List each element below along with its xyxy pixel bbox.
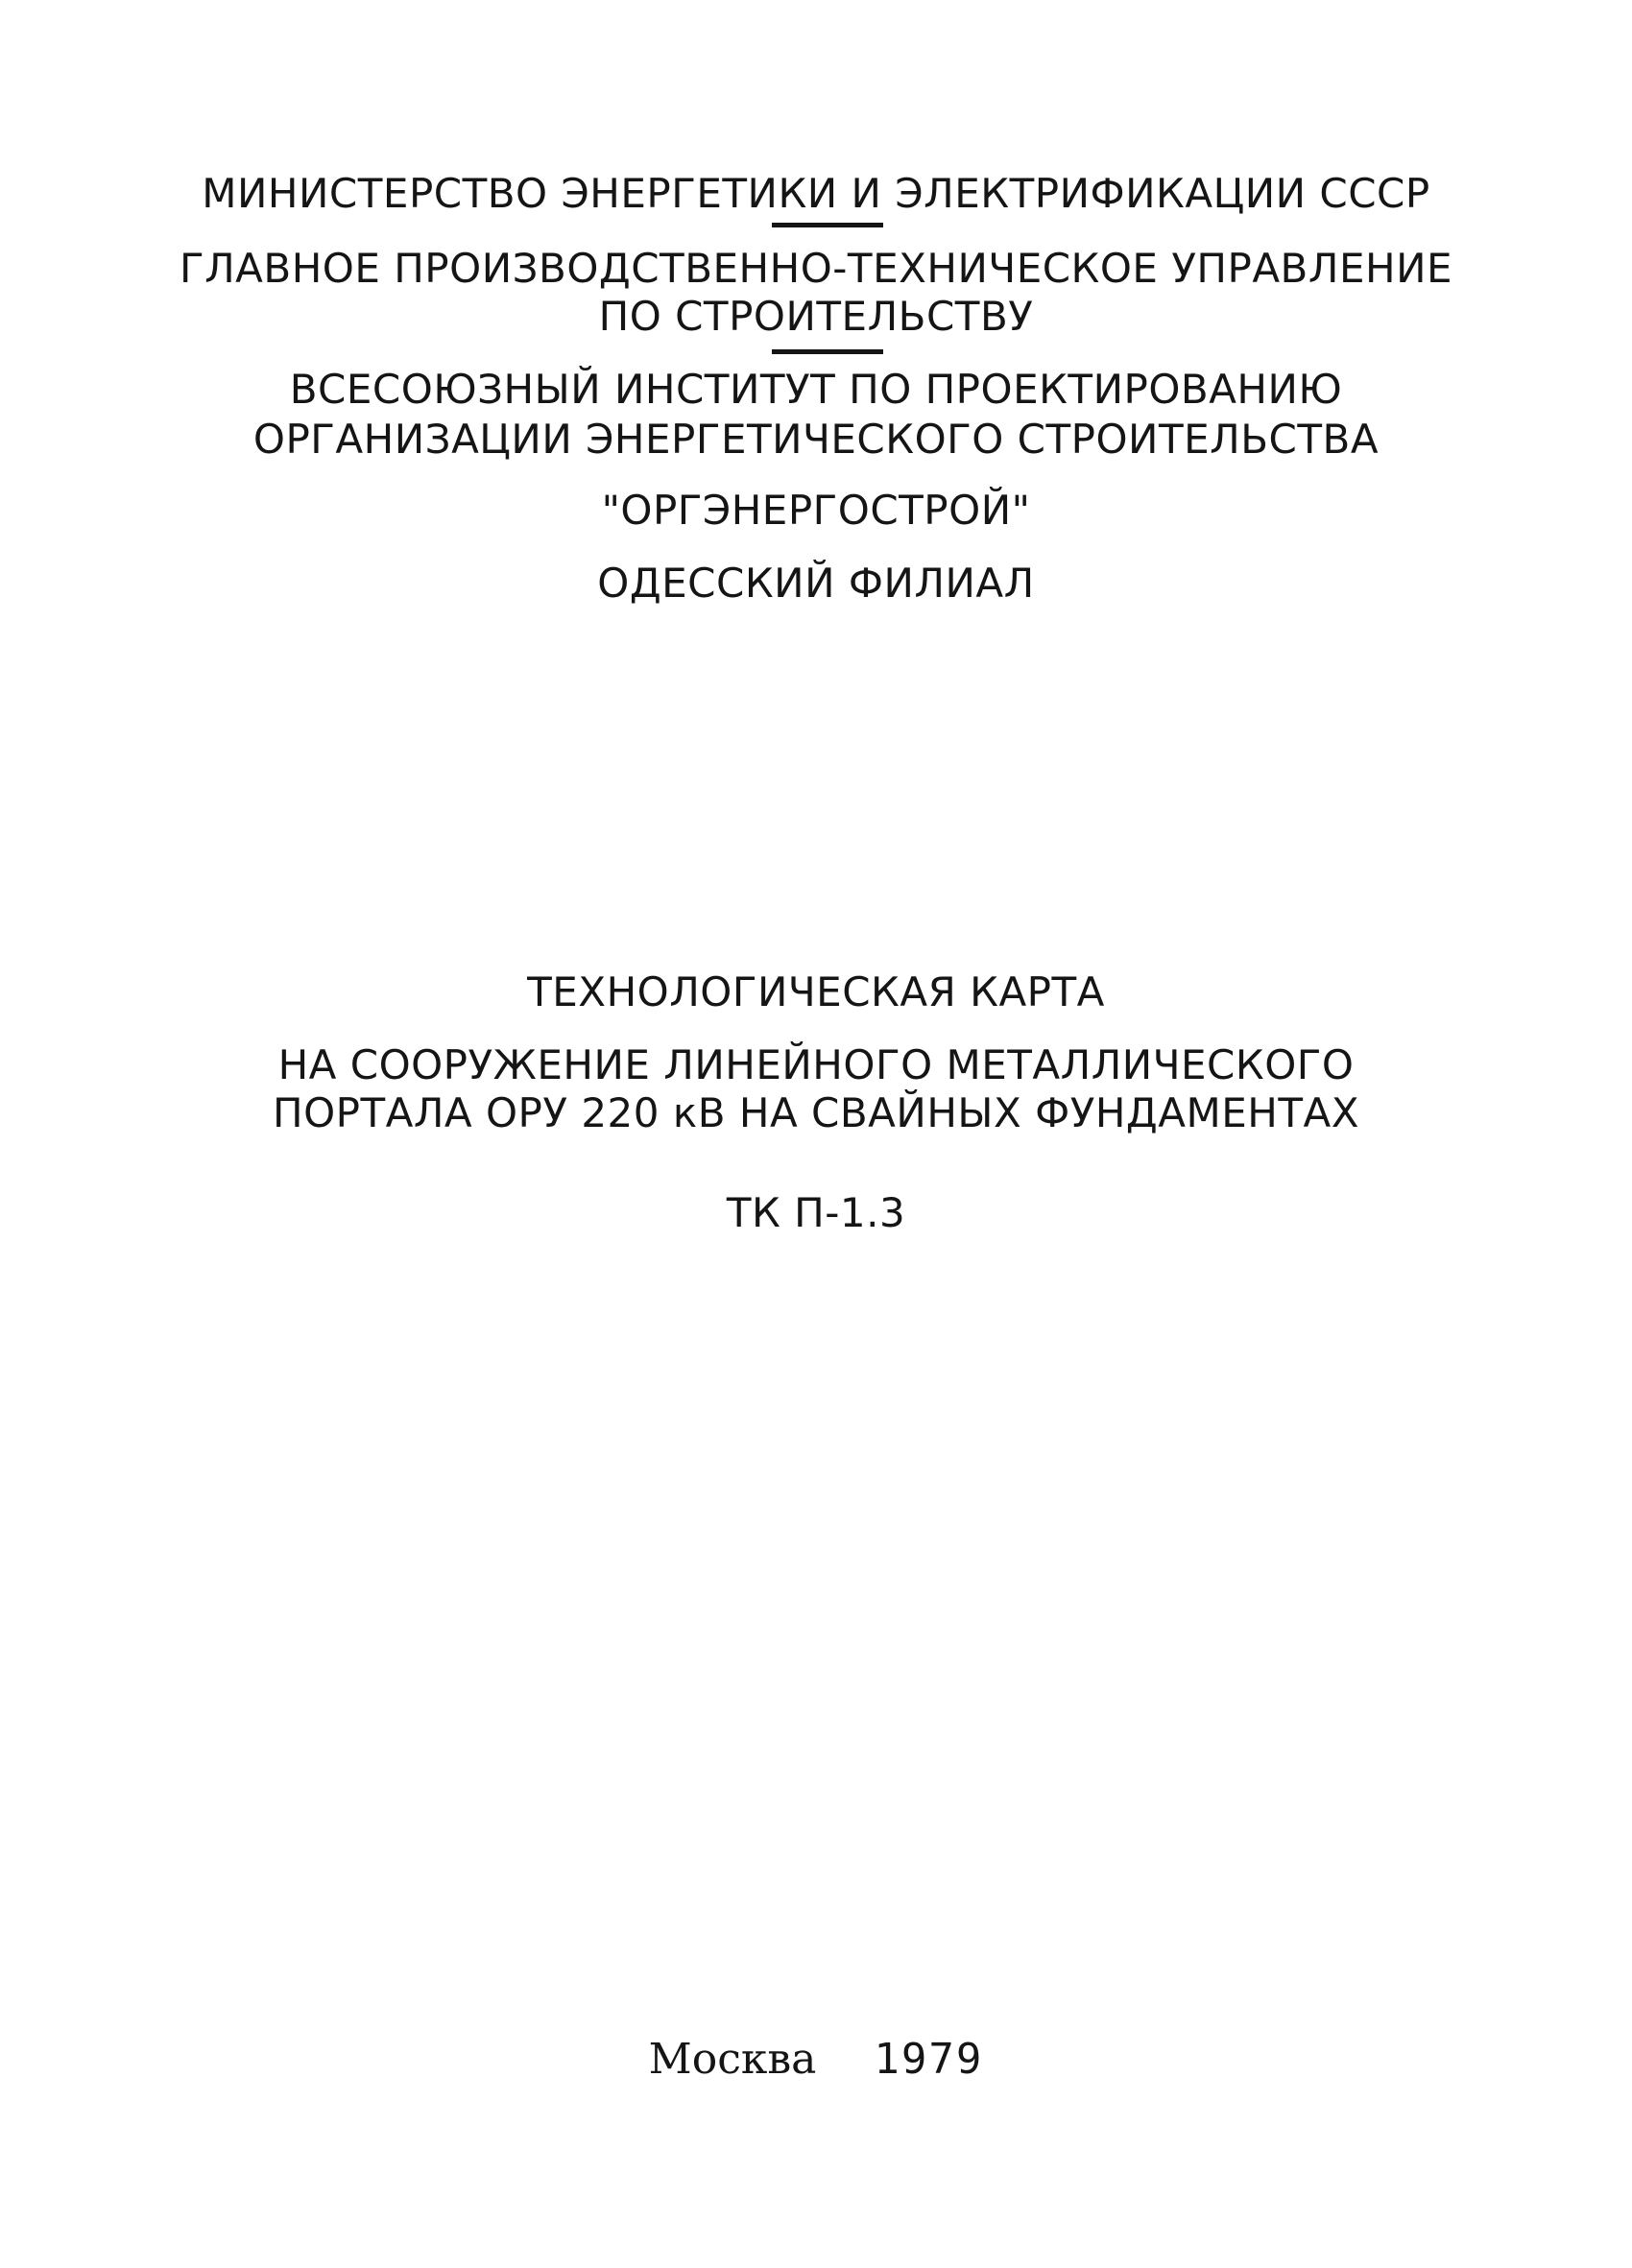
imprint-year: 1979	[874, 2035, 984, 2084]
institute-name-line1: ВСЕСОЮЗНЫЙ ИНСТИТУТ ПО ПРОЕКТИРОВАНИЮ	[289, 366, 1343, 413]
imprint-city: Москва	[648, 2035, 817, 2084]
institute-name-line2: ОРГАНИЗАЦИИ ЭНЕРГЕТИЧЕСКОГО СТРОИТЕЛЬСТВА	[252, 416, 1380, 463]
separator-rule	[772, 223, 883, 227]
directorate-name-line2: ПО СТРОИТЕЛЬСТВУ	[598, 293, 1034, 340]
ministry-name: МИНИСТЕРСТВО ЭНЕРГЕТИКИ И ЭЛЕКТРИФИКАЦИИ СССР	[202, 170, 1430, 217]
document-subject-line1: НА СООРУЖЕНИЕ ЛИНЕЙНОГО МЕТАЛЛИЧЕСКОГО	[277, 1041, 1355, 1088]
document-subject-line2: ПОРТАЛА ОРУ 220 кВ НА СВАЙНЫХ ФУНДАМЕНТАХ	[272, 1089, 1359, 1136]
institute-short-name: "ОРГЭНЕРГОСТРОЙ"	[601, 487, 1031, 534]
directorate-name-line1: ГЛАВНОЕ ПРОИЗВОДСТВЕННО-ТЕХНИЧЕСКОЕ УПРАВЛЕНИЕ	[179, 245, 1453, 292]
separator-rule	[772, 349, 883, 354]
document-type: ТЕХНОЛОГИЧЕСКАЯ КАРТА	[527, 968, 1105, 1015]
imprint	[0, 2035, 1632, 2085]
document-code: ТК П-1.3	[726, 1189, 906, 1236]
branch-name: ОДЕССКИЙ ФИЛИАЛ	[597, 560, 1035, 607]
